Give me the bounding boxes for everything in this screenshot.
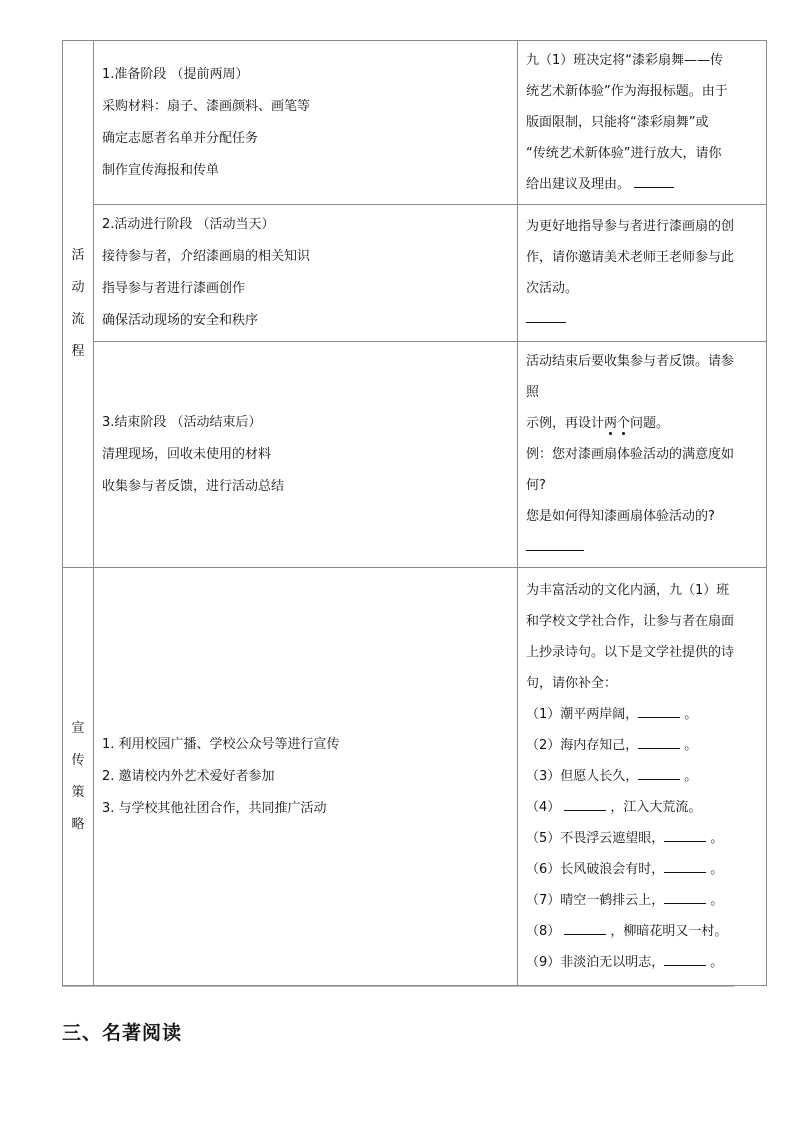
label-char: 程 (71, 344, 85, 359)
poem-number: （1） (526, 707, 561, 722)
answer-blank[interactable] (664, 827, 706, 842)
answer-blank[interactable] (526, 308, 566, 323)
poem-item (526, 823, 760, 854)
answer-blank[interactable] (634, 173, 674, 188)
task-line: 为更好地指导参与者进行漆画扇的创 (526, 219, 735, 234)
answer-blank[interactable] (664, 858, 706, 873)
poem-number: （8） (526, 924, 561, 939)
label-char: 传 (71, 752, 85, 768)
poem-item (526, 792, 760, 823)
promotion-steps (94, 568, 518, 986)
task-line: 照 (526, 385, 540, 400)
step-line: 采购材料：扇子、漆画颜料、画笔等 (102, 98, 311, 114)
poem-item (526, 854, 760, 885)
task-text: 问题。 (630, 416, 670, 431)
section-heading: 三、名著阅读 (62, 1022, 183, 1044)
poem-text: 潮平两岸阔， (560, 707, 639, 722)
stage1-title: 1.准备阶段 （提前两周） (102, 66, 249, 82)
stage2-steps (94, 205, 518, 342)
task-line: 您是如何得知漆画扇体验活动的? (526, 509, 715, 524)
task-line: 次活动。 (526, 281, 579, 296)
poem-list (526, 699, 760, 978)
poem-text: 。 (710, 862, 724, 877)
poem-text: 长风破浪会有时， (560, 862, 665, 877)
poem-number: （7） (526, 893, 561, 908)
poem-text: 非淡泊无以明志， (560, 955, 665, 970)
poem-text: 。 (684, 769, 698, 784)
poem-text: 。 (710, 831, 724, 846)
poem-number: （4） (526, 800, 561, 815)
task-line (526, 169, 760, 200)
label-char: 动 (71, 280, 85, 295)
poem-number: （3） (526, 769, 561, 784)
activity-flow-label (63, 41, 94, 568)
emphasis-char: 个 (617, 416, 631, 431)
poem-text: 海内存知己， (560, 738, 639, 753)
answer-blank[interactable] (638, 765, 680, 780)
label-char: 流 (71, 312, 85, 327)
poem-text: 晴空一鹤排云上， (560, 893, 665, 908)
poem-item (526, 947, 760, 978)
label-char: 略 (71, 816, 85, 832)
label-char: 活 (71, 248, 85, 263)
task-line: 何? (526, 478, 546, 493)
stage3-title: 3.结束阶段 （活动结束后） (102, 414, 262, 430)
activity-plan-table (62, 40, 767, 986)
poem-text: 不畏浮云遮望眼， (560, 831, 665, 846)
poem-number: （6） (526, 862, 561, 877)
label-char: 策 (71, 784, 85, 800)
task-text: 示例，再设计 (526, 416, 605, 431)
step-line: 确定志愿者名单并分配任务 (102, 130, 259, 146)
poem-text: 。 (684, 738, 698, 753)
step-line: 制作宣传海报和传单 (102, 162, 220, 178)
task-line: 活动结束后要收集参与者反馈。请参 (526, 354, 735, 369)
table-row (63, 205, 767, 342)
step-line: 2. 邀请校内外艺术爱好者参加 (102, 768, 275, 784)
task-line: “传统艺术新体验”进行放大，请你 (526, 146, 722, 161)
poem-number: （5） (526, 831, 561, 846)
poem-text: ，江入大荒流。 (610, 800, 702, 815)
task-line: 为丰富活动的文化内涵，九（1）班 (526, 583, 730, 598)
stage1-steps (94, 41, 518, 205)
task-line (526, 532, 760, 563)
answer-blank[interactable] (526, 536, 584, 551)
poem-item (526, 916, 760, 947)
stage2-task (518, 205, 767, 342)
answer-blank[interactable] (664, 951, 706, 966)
answer-blank[interactable] (638, 734, 680, 749)
stage3-steps (94, 342, 518, 568)
step-line: 3. 与学校其他社团合作，共同推广活动 (102, 800, 327, 816)
task-line: 和学校文学社合作，让参与者在扇面 (526, 614, 735, 629)
poem-item (526, 699, 760, 730)
poem-number: （2） (526, 738, 561, 753)
task-line: 统艺术新体验”作为海报标题。由于 (526, 84, 728, 99)
task-line: 例：您对漆画扇体验活动的满意度如 (526, 447, 735, 462)
table-row (63, 568, 767, 986)
promotion-label (63, 568, 94, 986)
stage1-task (518, 41, 767, 205)
answer-blank[interactable] (638, 703, 680, 718)
step-line: 清理现场，回收未使用的材料 (102, 446, 272, 462)
poem-text: ，柳暗花明又一村。 (610, 924, 728, 939)
promotion-task (518, 568, 767, 986)
label-char: 宣 (71, 720, 85, 736)
poem-text: 。 (684, 707, 698, 722)
task-line: 版面限制，只能将“漆彩扇舞”或 (526, 115, 709, 130)
step-line: 指导参与者进行漆画创作 (102, 281, 246, 296)
poem-item (526, 761, 760, 792)
divider (62, 986, 734, 987)
emphasis-char: 两 (604, 416, 618, 431)
task-line (526, 304, 760, 335)
task-line (526, 408, 760, 439)
step-line: 收集参与者反馈，进行活动总结 (102, 478, 285, 494)
step-line: 1. 利用校园广播、学校公众号等进行宣传 (102, 736, 340, 752)
task-line: 上抄录诗句。以下是文学社提供的诗 (526, 645, 735, 660)
stage3-task (518, 342, 767, 568)
step-line: 确保活动现场的安全和秩序 (102, 313, 259, 328)
poem-item (526, 730, 760, 761)
answer-blank[interactable] (564, 796, 606, 811)
answer-blank[interactable] (564, 920, 606, 935)
stage2-title: 2.活动进行阶段 （活动当天） (102, 217, 275, 232)
poem-number: （9） (526, 955, 561, 970)
answer-blank[interactable] (664, 889, 706, 904)
poem-item (526, 885, 760, 916)
poem-text: 。 (710, 893, 724, 908)
table-row (63, 41, 767, 205)
task-line: 句，请你补全： (526, 676, 618, 691)
step-line: 接待参与者，介绍漆画扇的相关知识 (102, 249, 311, 264)
task-line: 九（1）班决定将“漆彩扇舞——传 (526, 53, 724, 68)
poem-text: 但愿人长久， (560, 769, 639, 784)
task-line: 作，请你邀请美术老师王老师参与此 (526, 250, 735, 265)
task-text: 给出建议及理由。 (526, 177, 631, 192)
table-row (63, 342, 767, 568)
poem-text: 。 (710, 955, 724, 970)
